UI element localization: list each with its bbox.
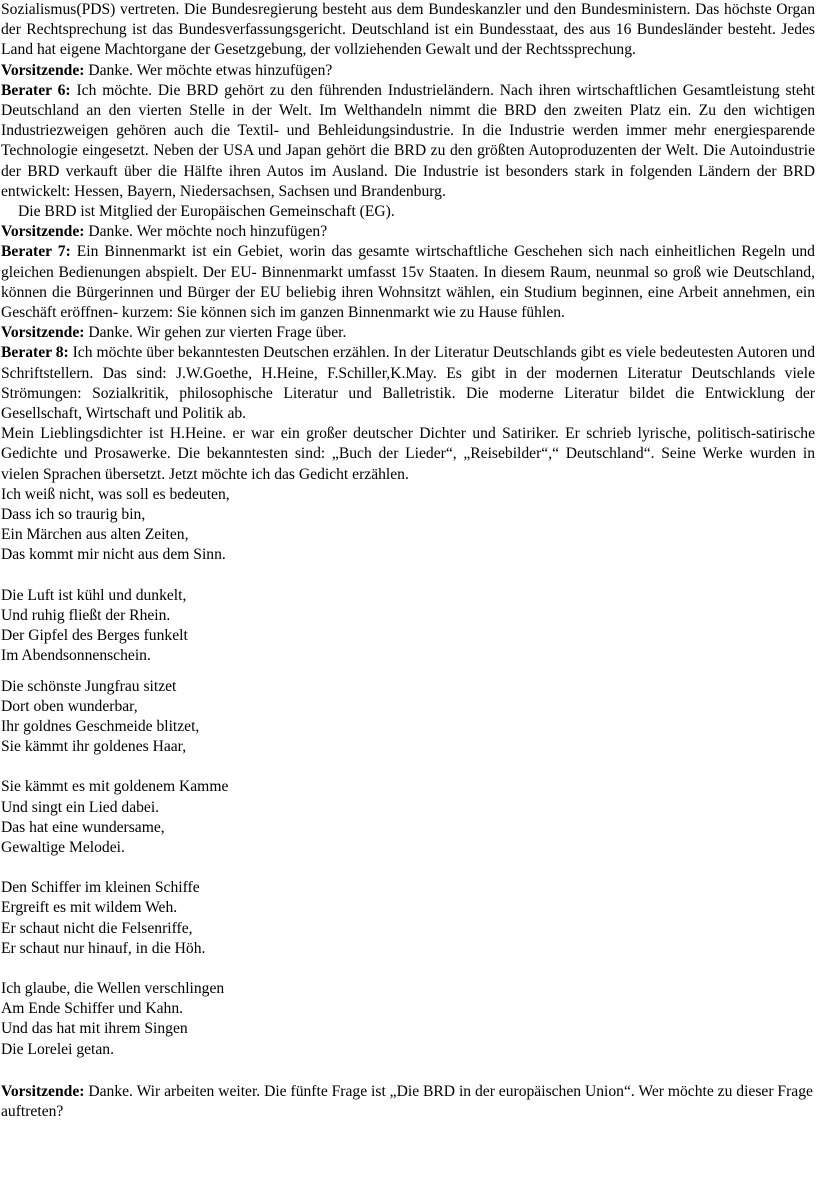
heine-paragraph: Mein Lieblingsdichter ist H.Heine. er war ein großer deutscher Dichter und Satiriker. Er schrieb lyrische, politisch-satirische Gedichte und Prosawerke. Die bekanntesten sind: „Buch der Lieder“, „Reisebilder“,“ Deutschland“. Seine Werke wurden in vielen Sprachen übersetzt. Jetzt möchte ich das Gedicht erzählen. (1, 425, 815, 483)
poem-stanza (1, 777, 815, 858)
poem-line: Den Schiffer im kleinen Schiffe (1, 879, 200, 897)
turn-text: Ich möchte. Die BRD gehört zu den führenden Industrieländern. Nach ihren wirtschaftlichen Gesamtleistung steht Deutschland an den vierten Stelle in der Welt. Im Welthandeln nimmt die BRD den zweiten Platz ein. Zu den wichtigen Industriezweigen gehören auch die Textil- und Behleidungsindustrie. In die Industrie werden immer mehr energiesparende Technologie eingesetzt. Neben der USA und Japan gehört die BRD zu den größten Autoproduzenten der Welt. Die Autoindustrie der BRD verkauft über die Hälfte ihren Autos im Ausland. Die Industrie ist besonders stark in folgenden Ländern der BRD entwickelt: Hessen, Bayern, Niedersachsen, Sachsen und Brandenburg. (1, 81, 816, 200)
speaker-label: Vorsitzende: (1, 223, 85, 241)
poem-stanza (1, 586, 815, 667)
poem-line: Ich weiß nicht, was soll es bedeuten, (1, 485, 230, 503)
intro-paragraph (1, 0, 815, 61)
stanza-gap (1, 667, 815, 677)
turn-text: Danke. Wir gehen zur vierten Frage über. (84, 324, 347, 342)
poem-line: Die Lorelei getan. (1, 1040, 115, 1058)
stanza-gap (1, 566, 815, 586)
stanza-gap (1, 1060, 815, 1082)
poem-line: Und singt ein Lied dabei. (1, 798, 160, 816)
speaker-label: Berater 6: (1, 81, 71, 99)
poem-line: Gewaltige Melodei. (1, 838, 125, 856)
poem-line: Sie kämmt ihr goldenes Haar, (1, 738, 187, 756)
poem-line: Der Gipfel des Berges funkelt (1, 627, 188, 645)
poem-line: Das hat eine wundersame, (1, 818, 165, 836)
turn-text: Danke. Wer möchte etwas hinzufügen? (84, 61, 333, 79)
poem-line: Er schaut nicht die Felsenriffe, (1, 919, 193, 937)
poem-stanza (1, 485, 815, 566)
poem-line: Die schönste Jungfrau sitzet (1, 677, 177, 695)
poem-stanza (1, 979, 815, 1060)
poem-line: Dass ich so traurig bin, (1, 506, 146, 524)
poem-line: Ich glaube, die Wellen verschlingen (1, 979, 225, 997)
poem-line: Und das hat mit ihrem Singen (1, 1020, 188, 1038)
poem-line: Am Ende Schiffer und Kahn. (1, 1000, 184, 1018)
speaker-label: Berater 8: (1, 344, 69, 362)
poem-line: Ergreift es mit wildem Weh. (1, 899, 178, 917)
speaker-label: Vorsitzende: (1, 61, 85, 79)
dialogue-turn (1, 1082, 815, 1122)
poem-line: Ihr goldnes Geschmeide blitzet, (1, 717, 200, 735)
stanza-gap (1, 757, 815, 777)
turn-text: Danke. Wer möchte noch hinzufügen? (84, 223, 328, 241)
poem-line: Im Abendsonnenschein. (1, 647, 151, 665)
poem-line: Die Luft ist kühl und dunkelt, (1, 586, 187, 604)
turn-addendum: Die BRD ist Mitglied der Europäischen Gemeinschaft (EG). (18, 203, 395, 221)
speaker-label: Vorsitzende: (1, 1082, 85, 1100)
poem-line: Ein Märchen aus alten Zeiten, (1, 526, 189, 544)
speaker-label: Berater 7: (1, 243, 71, 261)
poem-line: Das kommt mir nicht aus dem Sinn. (1, 546, 226, 564)
dialogue-turn (1, 323, 815, 343)
speaker-label: Vorsitzende: (1, 324, 85, 342)
poem-line: Sie kämmt es mit goldenem Kamme (1, 778, 229, 796)
turn-text: Ich möchte über bekanntesten Deutschen erzählen. In der Literatur Deutschlands gibt es viele bedeutesten Autoren und Schriftstellern. Das sind: J.W.Goethe, H.Heine, F.Schiller,K.May. Es gibt in der modernen Literatur Deutschlands viele Strömungen: Sozialkritik, philosophische Literatur und Balletristik. Die moderne Literatur bildet die Entwicklung der Gesellschaft, Wirtschaft und Politik ab. (1, 344, 815, 423)
turn-text: Danke. Wir arbeiten weiter. Die fünfte Frage ist „Die BRD in der europäischen Union“. Wer möchte zu dieser Frage auftreten? (1, 1082, 813, 1120)
poem-stanza (1, 677, 815, 758)
dialogue-turn (1, 222, 815, 242)
poem-stanza (1, 878, 815, 959)
dialogue-turn (1, 81, 815, 202)
dialogue-turn (1, 242, 815, 323)
stanza-gap (1, 858, 815, 878)
poem-line: Dort oben wunderbar, (1, 697, 138, 715)
dialogue-turn (1, 61, 815, 81)
poem-line: Und ruhig fließt der Rhein. (1, 606, 171, 624)
poem-line: Er schaut nur hinauf, in die Höh. (1, 939, 206, 957)
turn-text: Ein Binnenmarkt ist ein Gebiet, worin das gesamte wirtschaftliche Geschehen sich nach einheitlichen Regeln und gleichen Bedienungen abspielt. Der EU- Binnenmarkt umfasst 15v Staaten. In diesem Raum, neunmal so groß wie Deutschland, können die Bürgerinnen und Bürger der EU beliebig ihren Wohnsitzt wählen, ein Studium beginnen, eine Arbeit annehmen, ein Geschäft eröffnen- kurzem: Sie können sich im ganzen Binnenmarkt wie zu Hause fühlen. (1, 243, 815, 322)
stanza-gap (1, 959, 815, 979)
intro-text: Sozialismus(PDS) vertreten. Die Bundesregierung besteht aus dem Bundeskanzler und den Bundesministern. Das höchste Organ der Rechtsprechung ist das Bundesverfassungsgericht. Deutschland ist ein Bundesstaat, des aus 16 Bundesländer besteht. Jedes Land hat eigene Machtorgane der Gesetzgebung, der vollziehenden Gewalt und der Rechtssprechung. (1, 1, 815, 59)
dialogue-turn (1, 343, 815, 424)
